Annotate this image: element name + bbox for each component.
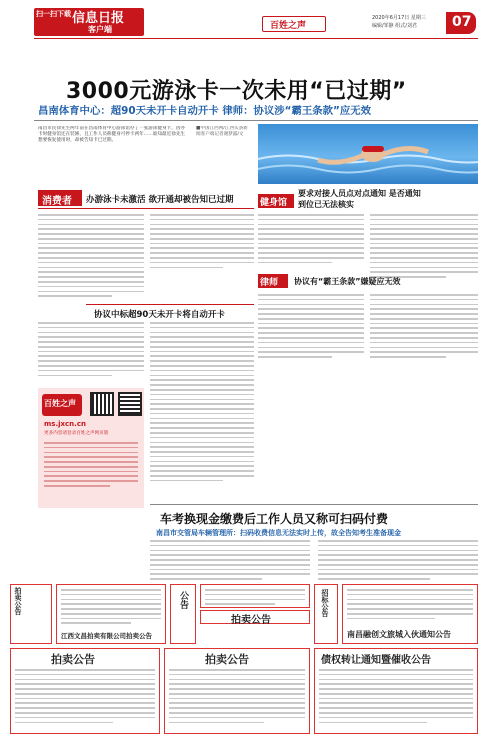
story2-subtitle: 南昌市交管局车辆管理所：扫码收费信息无法实时上传，故全告知考生准备现金	[156, 529, 401, 537]
photo-caption: ■中国江西网/江西头条新闻客户端记者谢梦露/文	[196, 126, 248, 137]
ad-invest	[314, 584, 338, 644]
right-body-1a	[258, 214, 364, 268]
ad-gongao-title: 公告	[178, 591, 188, 609]
left-body-2	[150, 214, 254, 272]
promo-text	[44, 442, 138, 504]
side-head-1: 健身馆	[260, 198, 288, 208]
main-subtitle: 昌南体育中心：超90天未开卡自动开卡 律师：协议涉“霸王条款”应无效	[38, 105, 372, 117]
side-head-2: 律师	[260, 278, 279, 288]
section-head-1: 办游泳卡未激活 欲开通却被告知已过期	[86, 195, 234, 205]
qr-code-2[interactable]	[118, 392, 142, 416]
right-body-2a	[258, 294, 364, 370]
story2-body-a	[150, 540, 310, 580]
ads-section	[0, 584, 500, 736]
lede: 南昌市民徐先生两年前在昌南体育中心游泳馆办了一张游泳健身卡，因办卡时健身馆还在装修，且工作人员称健身可停卡两年……谁知最近徐先生想要恢复使用时，却被告知卡已过期。	[38, 126, 186, 143]
side-title-1: 要求对接人员点对点通知 是否通知到位已无法核实	[298, 189, 421, 209]
promo-site[interactable]: ms.jxcn.cn	[44, 420, 86, 428]
ad-auction-bottom	[10, 648, 160, 734]
ad-auction-bottom-mid-title: 拍卖公告	[205, 653, 249, 666]
story2-body-b	[318, 540, 478, 580]
main-headline: 3000元游泳卡一次未用“已过期”	[66, 79, 407, 104]
left-body-4	[150, 322, 254, 498]
ad-gongao	[170, 584, 196, 644]
ad-recruit	[342, 584, 478, 644]
masthead	[0, 0, 500, 40]
scan-label: 扫一扫下载	[36, 10, 71, 18]
left-body-1	[38, 214, 144, 306]
ad-recruit-title: 南昌融创文旅城入伙通知公告	[347, 630, 451, 639]
ad-debt	[314, 648, 478, 734]
promo-slogan: 更多内容请登录百姓之声网页版	[44, 431, 109, 436]
ad-company-title: 江西文昌拍卖有限公司拍卖公告	[61, 632, 152, 640]
section-head-2-rule	[86, 304, 254, 305]
kicker-label: 消费者	[42, 196, 72, 207]
ad-notice-left	[10, 584, 52, 644]
ad-auction-mid	[200, 584, 310, 608]
newspaper-logo: 信息日报	[72, 11, 125, 26]
promo-logo: 百姓之声	[44, 399, 76, 408]
swimmer-illustration	[258, 124, 478, 184]
section-head-2: 协议中标超90天未开卡将自动开卡	[94, 310, 225, 320]
promo-box	[38, 388, 144, 508]
ad-auction-bottom-mid	[164, 648, 310, 734]
qr-code[interactable]	[90, 392, 114, 416]
ad-notice-left-title: 拍卖公告	[14, 587, 22, 615]
ad-invest-title: 招标公告	[321, 589, 329, 617]
right-body-2b	[370, 294, 478, 372]
swimmer-photo	[258, 124, 478, 184]
editor-line: 编辑/邹静 组式/刘君	[372, 23, 417, 29]
ad-auction-bottom-title: 拍卖公告	[51, 653, 95, 666]
page-number: 07	[452, 14, 472, 30]
date-line: 2020年6月17日 星期三	[372, 15, 426, 21]
ad-auction-title: 拍卖公告	[231, 615, 271, 626]
side-title-2: 协议有“霸王条款”嫌疑应无效	[294, 277, 401, 286]
ad-auction-title-box	[200, 610, 310, 624]
section-name: 百姓之声	[270, 21, 307, 31]
client-label: 客户端	[88, 25, 112, 34]
story2-title: 车考换现金缴费后工作人员又称可扫码付费	[160, 512, 389, 526]
ad-debt-title: 债权转让通知暨催收公告	[321, 655, 431, 666]
ad-company	[56, 584, 166, 644]
left-body-3	[38, 322, 144, 384]
